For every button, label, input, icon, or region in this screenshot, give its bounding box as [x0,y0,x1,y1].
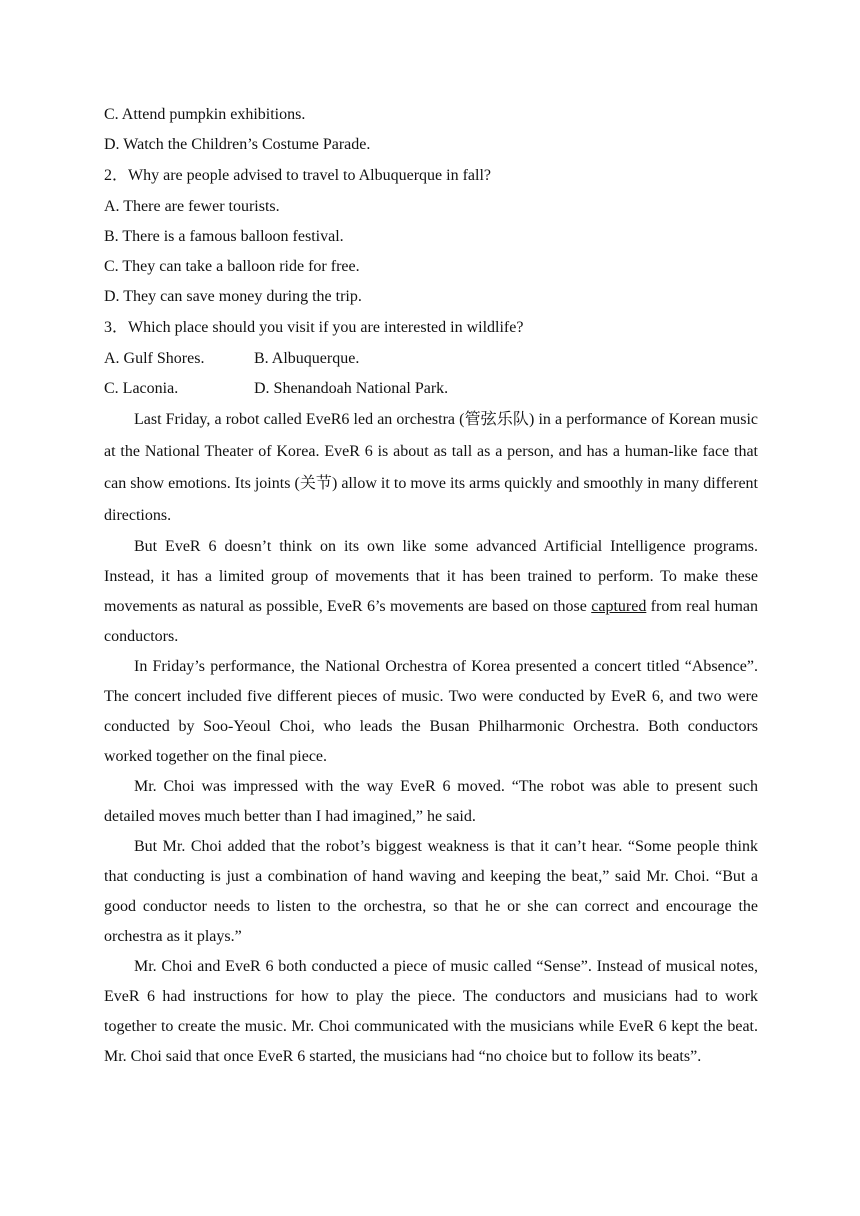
question-3-stem: 3．Which place should you visit if you are interested in wildlife? [104,319,524,336]
q2-option-a: A. There are fewer tourists. [104,198,280,215]
paragraph-2-text: But EveR 6 doesn’t think on its own like some advanced Artificial Intelligence programs. Instead, it has a limited group of movements that it has been trained to perform. To make these movements as natural as possible, EveR 6’s movements are based on those [104,538,758,615]
paragraph-2-tail: from real human conductors. [104,598,758,645]
question-2-stem: 2．Why are people advised to travel to Albuquerque in fall? [104,167,491,184]
q1-option-d: D. Watch the Children’s Costume Parade. [104,136,371,153]
q3-options-row-1 [104,344,758,374]
q3-options-row-2 [104,374,758,404]
passage-paragraph-6: Mr. Choi and EveR 6 both conducted a piece of music called “Sense”. Instead of musical notes, EveR 6 had instructions for how to play the piece. The conductors and musicians had to work together to create the music. Mr. Choi communicated with the musicians while EveR 6 kept the beat. Mr. Choi said that once EveR 6 started, the musicians had “no choice but to follow its beats”. [104,958,758,1065]
q3-option-c: C. Laconia. [104,380,179,397]
underlined-word-captured: captured [591,598,647,615]
q2-option-c: C. They can take a balloon ride for free. [104,258,360,275]
q2-option-d: D. They can save money during the trip. [104,288,362,305]
q3-option-b: B. Albuquerque. [254,350,360,367]
passage-paragraph-2 [104,532,758,652]
q3-option-a: A. Gulf Shores. [104,350,205,367]
passage-paragraph-3: In Friday’s performance, the National Orchestra of Korea presented a concert titled “Absence”. The concert included five different pieces of music. Two were conducted by EveR 6, and two were conducted by Soo-Yeoul Choi, who leads the Busan Philharmonic Orchestra. Both conductors worked together on the final piece. [104,658,758,765]
document-content [104,100,758,1072]
q2-option-b: B. There is a famous balloon festival. [104,228,344,245]
q3-option-d: D. Shenandoah National Park. [254,380,449,397]
passage-paragraph-5: But Mr. Choi added that the robot’s biggest weakness is that it can’t hear. “Some people think that conducting is just a combination of hand waving and keeping the beat,” said Mr. Choi. “But a good conductor needs to listen to the orchestra, so that he or she can correct and encourage the orchestra as it plays.” [104,838,758,945]
q1-option-c: C. Attend pumpkin exhibitions. [104,106,306,123]
passage-paragraph-1: Last Friday, a robot called EveR6 led an orchestra (管弦乐队) in a performance of Korean music at the National Theater of Korea. EveR 6 is about as tall as a person, and has a human-like face that can show emotions. Its joints (关节) allow it to move its arms quickly and smoothly in many different directions. [104,411,758,524]
passage-paragraph-4: Mr. Choi was impressed with the way EveR 6 moved. “The robot was able to present such detailed moves much better than I had imagined,” he said. [104,778,758,825]
